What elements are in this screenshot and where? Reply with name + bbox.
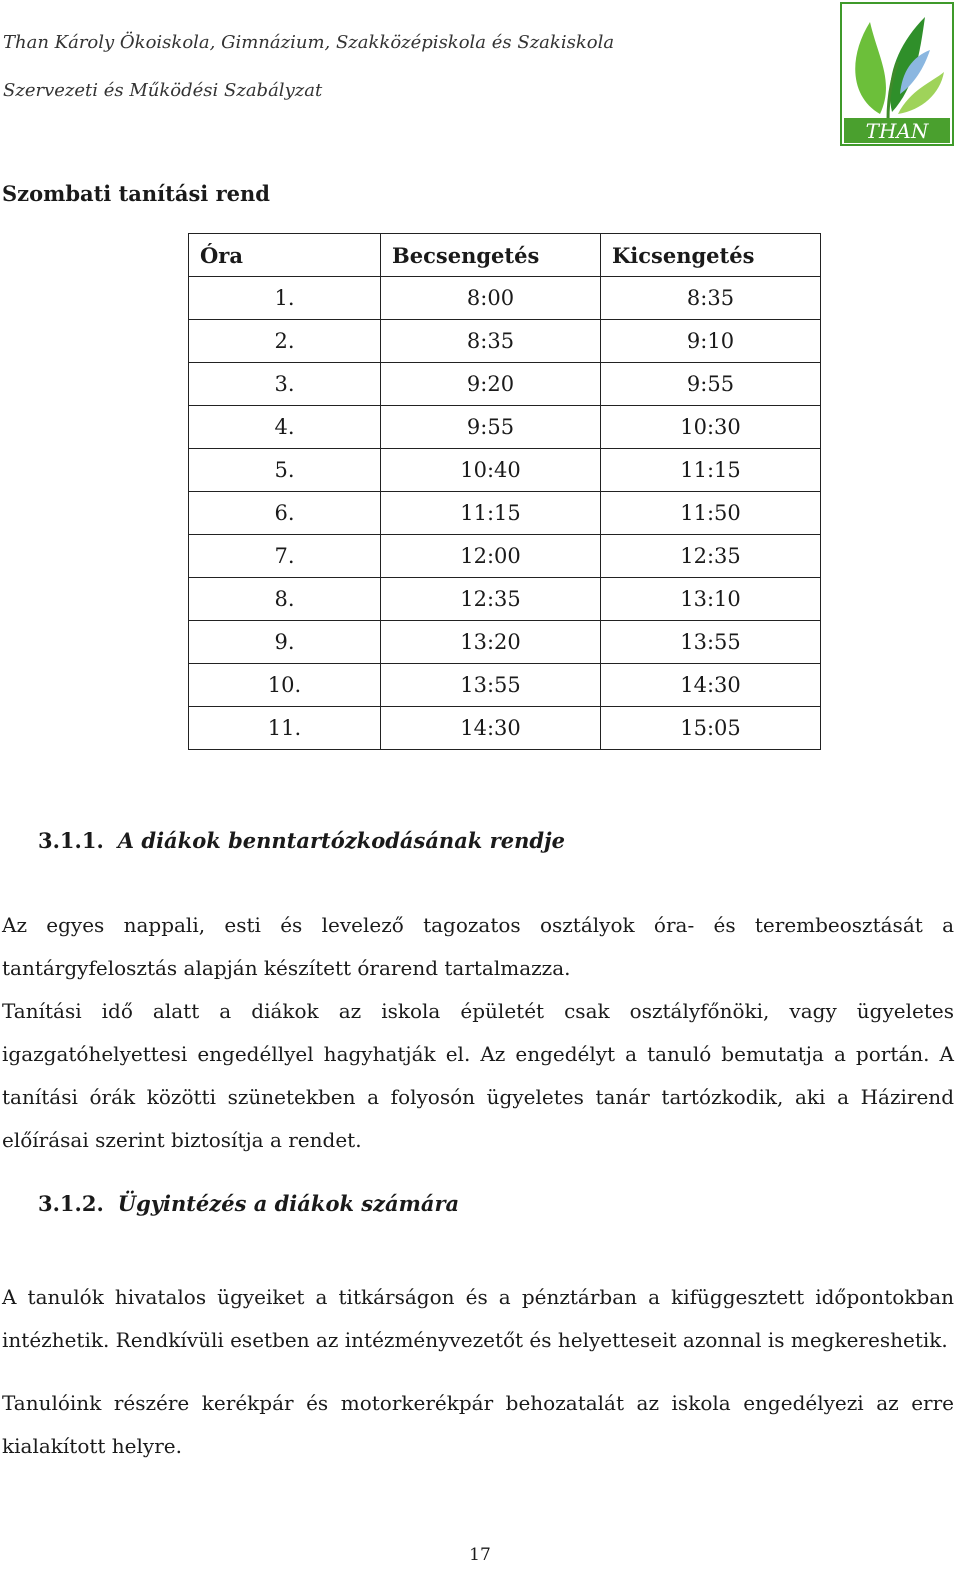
table-cell: 2.	[189, 320, 381, 363]
paragraph: Tanulóink részére kerékpár és motorkerékpár behozatalát az iskola engedélyezi az erre kialakított helyre.	[2, 1391, 954, 1458]
table-cell: 11:15	[601, 449, 821, 492]
logo-text: THAN	[865, 119, 929, 143]
table-cell: 8.	[189, 578, 381, 621]
table-cell: 11.	[189, 707, 381, 750]
table-cell: 8:35	[381, 320, 601, 363]
table-cell: 15:05	[601, 707, 821, 750]
table-row	[189, 277, 821, 320]
table-cell: 8:00	[381, 277, 601, 320]
table-cell: 12:00	[381, 535, 601, 578]
table-row	[189, 535, 821, 578]
subsection-title: A diákok benntartózkodásának rendje	[117, 828, 566, 853]
table-row	[189, 621, 821, 664]
table-cell: 9:20	[381, 363, 601, 406]
table-cell: 7.	[189, 535, 381, 578]
header-document-title: Szervezeti és Működési Szabályzat	[3, 80, 323, 101]
table-row	[189, 363, 821, 406]
table-cell: 9:10	[601, 320, 821, 363]
table-cell: 11:50	[601, 492, 821, 535]
paragraph: A tanulók hivatalos ügyeiket a titkárságon és a pénztárban a kifüggesztett időpontokban intézhetik. Rendkívüli esetben az intézményvezetőt és helyetteseit azonnal is megkereshetik.	[2, 1285, 954, 1352]
table-cell: 3.	[189, 363, 381, 406]
table-cell: 5.	[189, 449, 381, 492]
table-row	[189, 320, 821, 363]
table-cell: 13:55	[381, 664, 601, 707]
table-cell: 14:30	[601, 664, 821, 707]
table-cell: 13:55	[601, 621, 821, 664]
header-school-name: Than Károly Ökoiskola, Gimnázium, Szakközépiskola és Szakiskola	[3, 32, 615, 53]
table-cell: 9:55	[381, 406, 601, 449]
table-cell: 10:40	[381, 449, 601, 492]
table-row	[189, 406, 821, 449]
table-cell: 4.	[189, 406, 381, 449]
column-header: Óra	[189, 234, 381, 277]
subsection-heading	[38, 828, 565, 853]
table-cell: 8:35	[601, 277, 821, 320]
section-title: Szombati tanítási rend	[2, 181, 270, 206]
table-cell: 12:35	[381, 578, 601, 621]
table-cell: 9.	[189, 621, 381, 664]
school-logo	[840, 2, 954, 146]
column-header: Becsengetés	[381, 234, 601, 277]
table-cell: 9:55	[601, 363, 821, 406]
paragraph: Tanítási idő alatt a diákok az iskola épületét csak osztályfőnöki, vagy ügyeletes igazgatóhelyettesi engedéllyel hagyhatják el. Az engedélyt a tanuló bemutatja a portán. A tanítási órák közötti szünetekben a folyosón ügyeletes tanár tartózkodik, aki a Házirend előírásai szerint biztosítja a rendet.	[2, 999, 954, 1152]
table-row	[189, 449, 821, 492]
subsection-number: 3.1.1.	[38, 828, 104, 853]
subsection-title: Ügyintézés a diákok számára	[117, 1191, 460, 1216]
table-row	[189, 492, 821, 535]
table-cell: 11:15	[381, 492, 601, 535]
paragraph: Az egyes nappali, esti és levelező tagozatos osztályok óra- és terembeosztását a tantárgyfelosztás alapján készített órarend tartalmazza.	[2, 913, 954, 980]
table-row	[189, 578, 821, 621]
table-cell: 14:30	[381, 707, 601, 750]
subsection-number: 3.1.2.	[38, 1191, 104, 1216]
table-cell: 10:30	[601, 406, 821, 449]
saturday-schedule-table	[188, 233, 821, 750]
subsection-heading	[38, 1191, 459, 1216]
table-row	[189, 707, 821, 750]
table-cell: 6.	[189, 492, 381, 535]
table-header-row	[189, 234, 821, 277]
table-cell: 10.	[189, 664, 381, 707]
table-cell: 13:10	[601, 578, 821, 621]
table-row	[189, 664, 821, 707]
page-number: 17	[469, 1545, 491, 1565]
column-header: Kicsengetés	[601, 234, 821, 277]
table-cell: 12:35	[601, 535, 821, 578]
table-cell: 13:20	[381, 621, 601, 664]
table-cell: 1.	[189, 277, 381, 320]
